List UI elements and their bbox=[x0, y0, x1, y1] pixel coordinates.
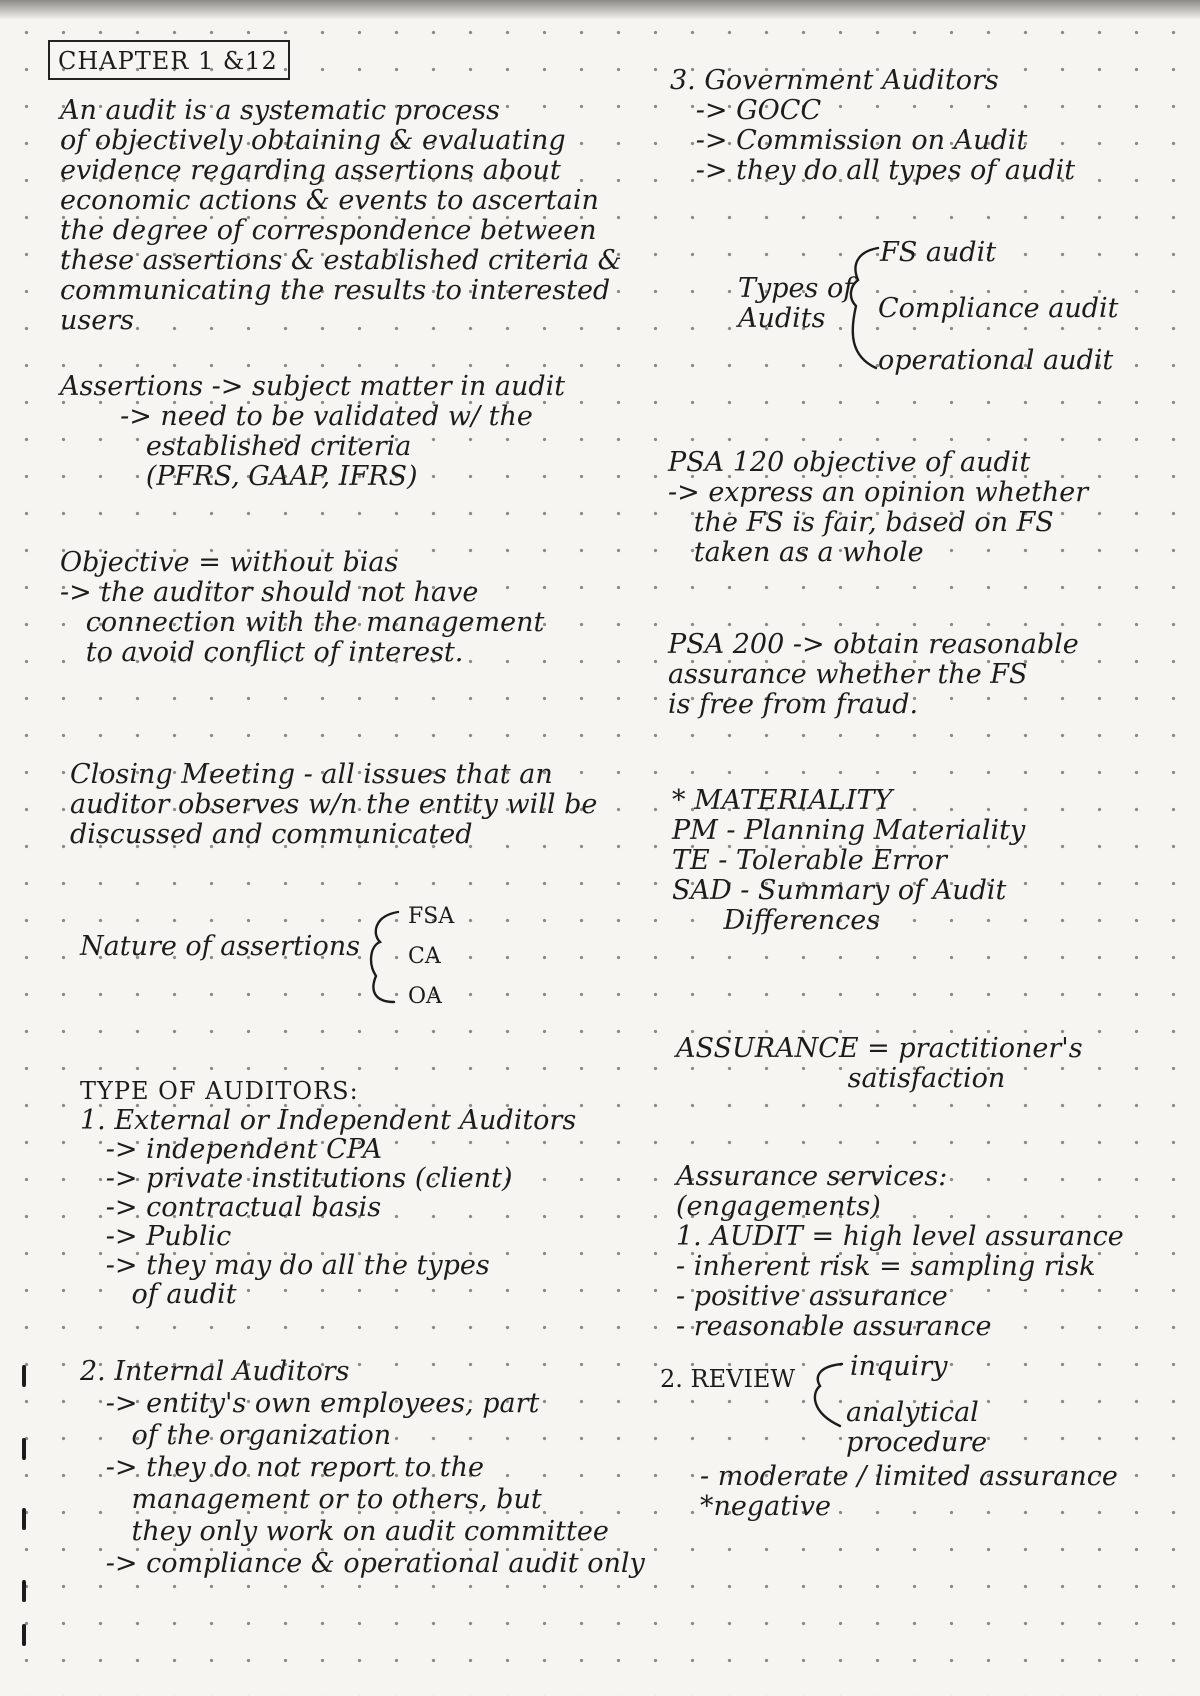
margin-mark bbox=[22, 1580, 26, 1602]
assertions-note: Assertions -> subject matter in audit -> need to be validated w/ the established criteria (PFRS, GAAP, IFRS) bbox=[60, 371, 566, 492]
chapter-heading: CHAPTER 1 &12 bbox=[48, 40, 290, 80]
review-notes: - moderate / limited assurance *negative bbox=[700, 1461, 1118, 1522]
psa120-note: PSA 120 objective of audit -> express an opinion whether the FS is fair, based on FS taken as a whole bbox=[668, 447, 1089, 568]
nature-item-fsa: FSA bbox=[408, 904, 455, 929]
review-item-inquiry: inquiry bbox=[850, 1351, 948, 1382]
assurance-note: ASSURANCE = practitioner's satisfaction bbox=[676, 1033, 1083, 1094]
government-auditors-note: 3. Government Auditors -> GOCC -> Commission on Audit -> they do all types of audit bbox=[670, 65, 1076, 186]
review-label: 2. REVIEW bbox=[660, 1365, 796, 1393]
closing-meeting-note: Closing Meeting - all issues that an auditor observes w/n the entity will be discussed and communicated bbox=[70, 759, 598, 850]
page-top-shadow bbox=[0, 0, 1200, 20]
audit-type-operational: operational audit bbox=[878, 345, 1114, 376]
type-of-auditors-title: TYPE OF AUDITORS: bbox=[80, 1077, 359, 1105]
assurance-services-note: Assurance services: (engagements) 1. AUDIT = high level assurance - inherent risk = sampling risk - positive assurance - reasonable assurance bbox=[676, 1161, 1124, 1342]
internal-auditors-note: 2. Internal Auditors -> entity's own employees, part of the organization -> they do not report to the management or to others, but they only work on audit committee -> compliance & operational audit only bbox=[80, 1356, 645, 1579]
nature-item-oa: OA bbox=[408, 984, 442, 1009]
types-of-audits-label: Types of Audits bbox=[738, 273, 854, 334]
types-of-audits-brace bbox=[840, 240, 880, 380]
psa200-note: PSA 200 -> obtain reasonable assurance whether the FS is free from fraud. bbox=[668, 629, 1079, 720]
materiality-note: * MATERIALITY PM - Planning Materiality TE - Tolerable Error SAD - Summary of Audit Differences bbox=[672, 785, 1026, 936]
audit-type-fs: FS audit bbox=[880, 237, 997, 268]
review-item-analytical: analytical procedure bbox=[846, 1397, 988, 1458]
nature-of-assertions-label: Nature of assertions bbox=[80, 931, 360, 962]
objective-note: Objective = without bias -> the auditor should not have connection with the management to avoid conflict of interest. bbox=[60, 547, 545, 668]
margin-mark bbox=[22, 1624, 26, 1646]
margin-mark bbox=[22, 1365, 26, 1387]
nature-item-ca: CA bbox=[408, 944, 441, 969]
margin-mark bbox=[22, 1438, 26, 1460]
review-brace bbox=[800, 1356, 844, 1446]
audit-definition: An audit is a systematic process of objectively obtaining & evaluating evidence regarding assertions about economic actions & events to ascertain the degree of correspondence between these assertions & established criteria & communicating the results to interested users bbox=[60, 95, 622, 336]
external-auditors-note: 1. External or Independent Auditors -> independent CPA -> private institutions (client) -> contractual basis -> Public -> they may do all the types of audit bbox=[80, 1105, 577, 1310]
margin-mark bbox=[22, 1508, 26, 1530]
nature-of-assertions-brace bbox=[360, 906, 400, 1006]
audit-type-compliance: Compliance audit bbox=[878, 293, 1119, 324]
